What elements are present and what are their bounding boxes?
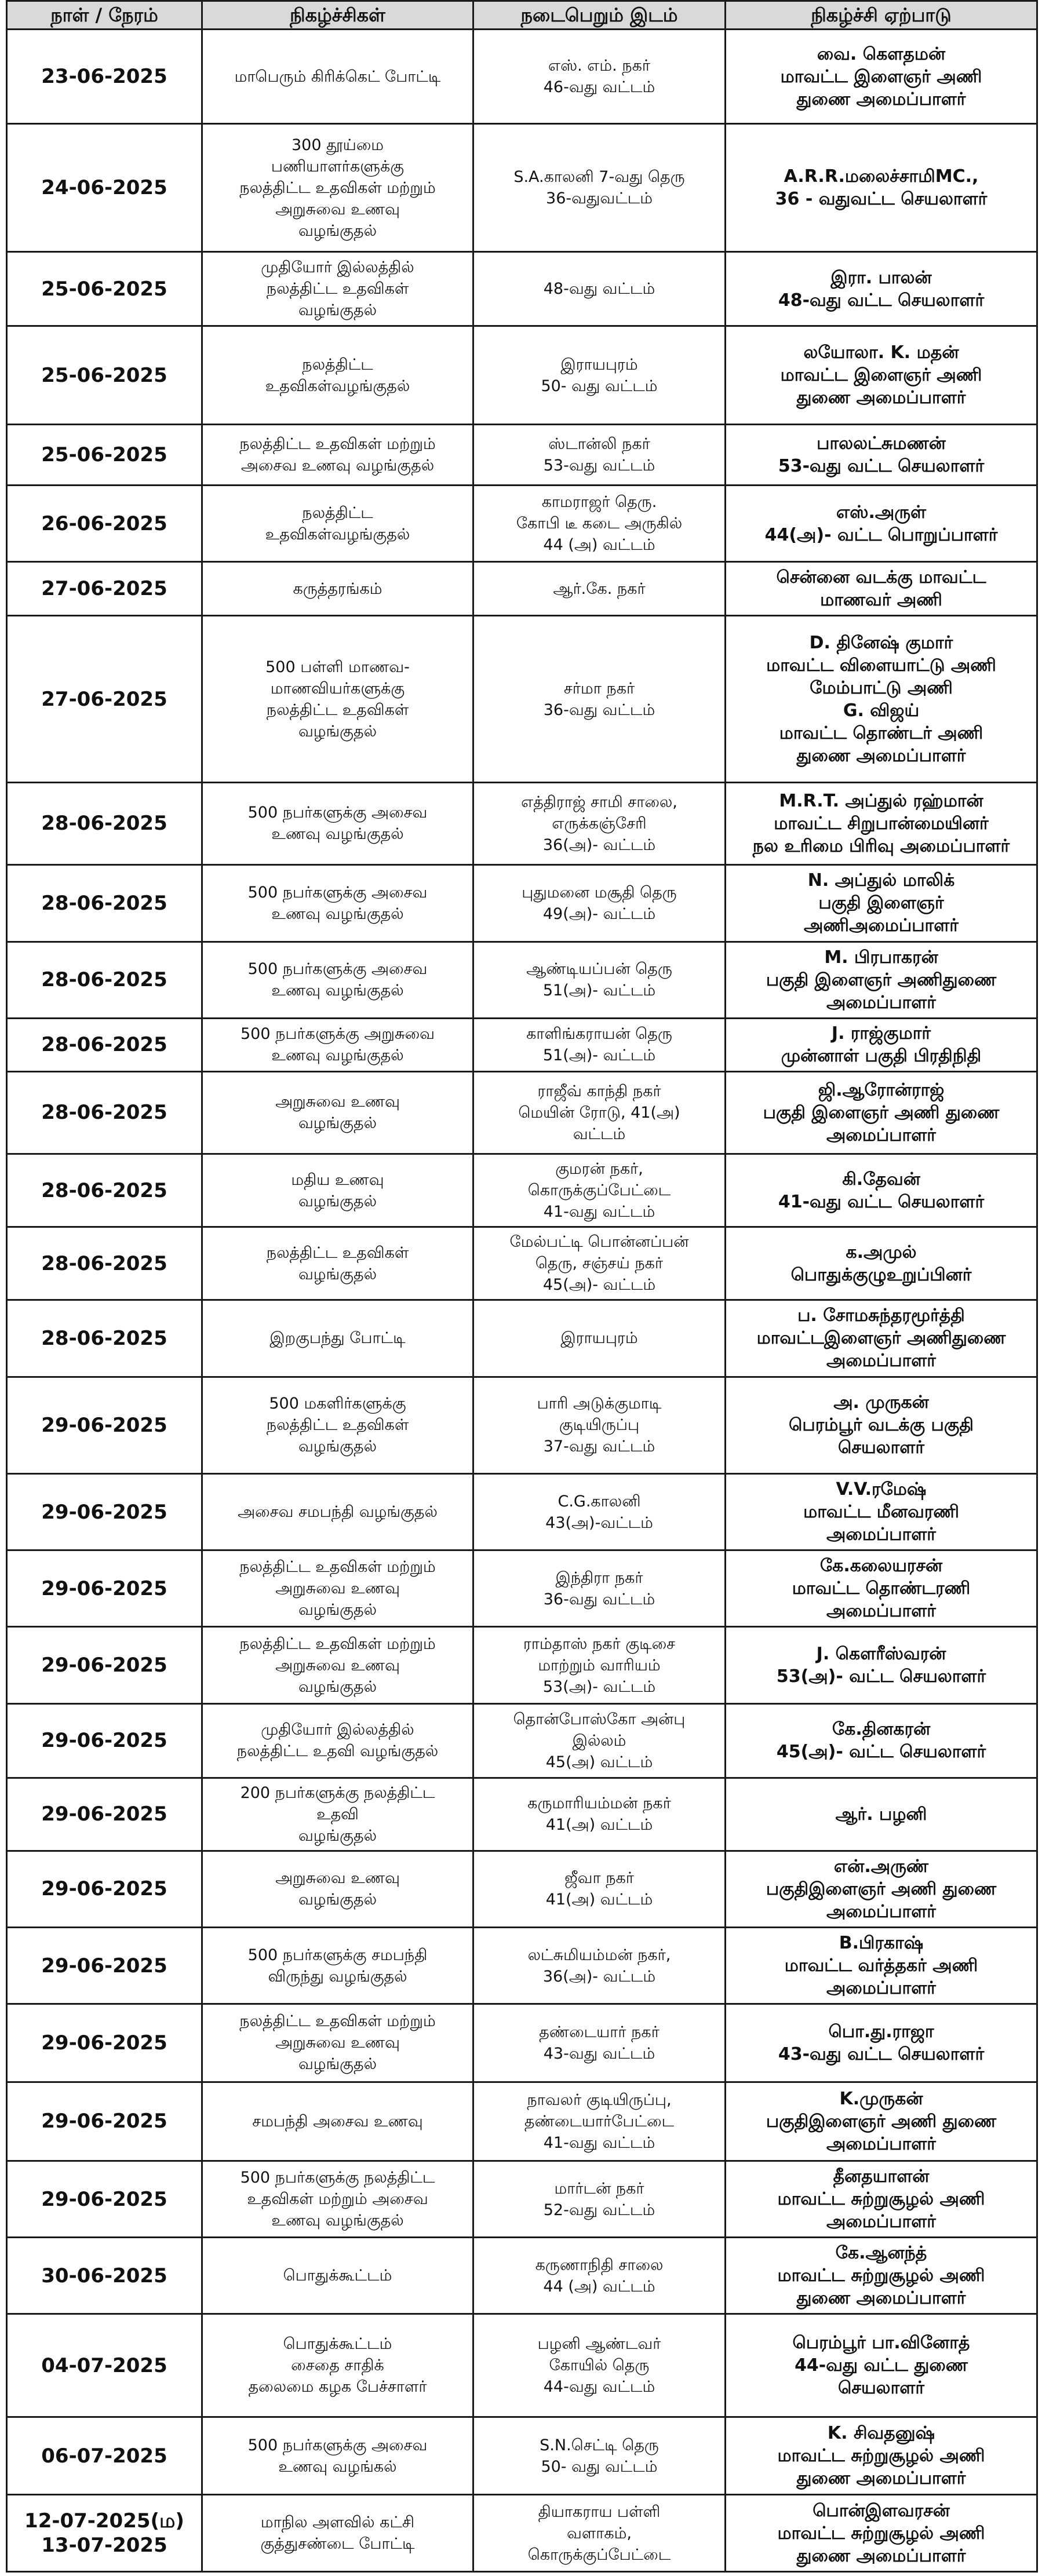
table-row [7,562,1037,616]
organizer-cell: தீனதயாளன் மாவட்ட சுற்றுசூழல் அணி அமைப்பாளர் [726,2161,1037,2237]
event-cell: 500 மகளிர்களுக்கு நலத்திட்ட உதவிகள் வழங்குதல் [202,1377,473,1473]
venue-cell: தியாகராய பள்ளி வளாகம், கொருக்குப்பேட்டை [473,2495,726,2572]
date-cell: 28-06-2025 [7,1227,202,1300]
venue-cell: கருமாரியம்மன் நகர் 41(அ) வட்டம் [473,1778,726,1851]
venue-cell: மேல்பட்டி பொன்னப்பன் தெரு, சஞ்சய் நகர் 45(அ)- வட்டம் [473,1227,726,1300]
header-venue: நடைபெறும் இடம் [473,1,726,30]
table-row [7,2314,1037,2417]
table-row [7,1550,1037,1627]
event-cell: நலத்திட்ட உதவிகள் மற்றும் அசைவ உணவு வழங்குதல் [202,424,473,485]
table-row [7,1778,1037,1851]
date-cell: 25-06-2025 [7,252,202,326]
venue-cell: தண்டையார் நகர் 43-வது வட்டம் [473,2004,726,2082]
venue-cell: ஆர்.கே. நகர் [473,562,726,616]
event-cell: 500 நபர்களுக்கு சமபந்தி விருந்து வழங்குதல் [202,1928,473,2004]
event-cell: நலத்திட்ட உதவிகள் வழங்குதல் [202,1227,473,1300]
venue-cell: இந்திரா நகர் 36-வது வட்டம் [473,1550,726,1627]
organizer-cell: ப. சோமசுந்தரமூர்த்தி மாவட்டஇளைஞர் அணிதுணை அமைப்பாளர் [726,1300,1037,1377]
venue-cell: இராயபுரம் 50- வது வட்டம் [473,326,726,424]
date-cell: 29-06-2025 [7,1928,202,2004]
venue-cell: ராஜீவ் காந்தி நகர் மெயின் ரோடு, 41(அ) வட்டம் [473,1071,726,1154]
organizer-cell: M.R.T. அப்துல் ரஹ்மான் மாவட்ட சிறுபான்மையினர் நல உரிமை பிரிவு அமைப்பாளர் [726,782,1037,865]
table-row [7,2004,1037,2082]
date-cell: 28-06-2025 [7,1071,202,1154]
table-row [7,942,1037,1018]
organizer-cell: M. பிரபாகரன் பகுதி இளைஞர் அணிதுணை அமைப்பாளர் [726,942,1037,1018]
event-cell: நலத்திட்ட உதவிகள் மற்றும் அறுசுவை உணவு வழங்குதல் [202,1550,473,1627]
event-cell: 500 நபர்களுக்கு அசைவ உணவு வழங்குதல் [202,865,473,942]
event-schedule-table [6,0,1038,2573]
date-cell: 30-06-2025 [7,2238,202,2314]
event-cell: அறுசுவை உணவு வழங்குதல் [202,1071,473,1154]
date-cell: 28-06-2025 [7,1018,202,1071]
venue-cell: கருணாநிதி சாலை 44 (அ) வட்டம் [473,2238,726,2314]
organizer-cell: V.V.ரமேஷ் மாவட்ட மீனவரணி அமைப்பாளர் [726,1473,1037,1550]
venue-cell: எஸ். எம். நகர் 46-வது வட்டம் [473,30,726,124]
organizer-cell: N. அப்துல் மாலிக் பகுதி இளைஞர் அணிஅமைப்பாளர் [726,865,1037,942]
venue-cell: S.N.செட்டி தெரு 50- வது வட்டம் [473,2417,726,2495]
organizer-cell: இரா. பாலன் 48-வது வட்ட செயலாளர் [726,252,1037,326]
venue-cell: லட்சுமியம்மன் நகர், 36(அ)- வட்டம் [473,1928,726,2004]
event-cell: நலத்திட்ட உதவிகள் மற்றும் அறுசுவை உணவு வழங்குதல் [202,2004,473,2082]
organizer-cell: பெரம்பூர் பா.வினோத் 44-வது வட்ட துணை செயலாளர் [726,2314,1037,2417]
date-cell: 29-06-2025 [7,1627,202,1703]
date-cell: 06-07-2025 [7,2417,202,2495]
venue-cell: ஜீவா நகர் 41(அ) வட்டம் [473,1851,726,1927]
date-cell: 04-07-2025 [7,2314,202,2417]
date-cell: 28-06-2025 [7,942,202,1018]
organizer-cell: என்.அருண் பகுதிஇளைஞர் அணி துணை அமைப்பாளர் [726,1851,1037,1927]
event-cell: 500 நபர்களுக்கு நலத்திட்ட உதவிகள் மற்றும் அசைவ உணவு வழங்குதல் [202,2161,473,2237]
event-cell: நலத்திட்ட உதவிகள் மற்றும் அறுசுவை உணவு வழங்குதல் [202,1627,473,1703]
organizer-cell: J. கௌரீஸ்வரன் 53(அ)- வட்ட செயலாளர் [726,1627,1037,1703]
organizer-cell: D. தினேஷ் குமார் மாவட்ட விளையாட்டு அணி மேம்பாட்டு அணி G. விஜய் மாவட்ட தொண்டர் அணி துணை அமைப்பாளர் [726,616,1037,782]
venue-cell: ராம்தாஸ் நகர் குடிசை மாற்றும் வாரியம் 53(அ)- வட்டம் [473,1627,726,1703]
organizer-cell: கே.தினகரன் 45(அ)- வட்ட செயலாளர் [726,1703,1037,1778]
organizer-cell: ஜி.ஆரோன்ராஜ் பகுதி இளைஞர் அணி துணை அமைப்பாளர் [726,1071,1037,1154]
event-cell: பொதுக்கூட்டம் [202,2238,473,2314]
event-cell: மதிய உணவு வழங்குதல் [202,1154,473,1227]
date-cell: 28-06-2025 [7,1300,202,1377]
table-row [7,1154,1037,1227]
date-cell: 28-06-2025 [7,865,202,942]
date-cell: 29-06-2025 [7,2082,202,2161]
event-cell: 500 நபர்களுக்கு அசைவ உணவு வழங்கல் [202,2417,473,2495]
venue-cell: இராயபுரம் [473,1300,726,1377]
date-cell: 29-06-2025 [7,2004,202,2082]
organizer-cell: க.அமுல் பொதுக்குழுஉறுப்பினர் [726,1227,1037,1300]
date-cell: 24-06-2025 [7,124,202,252]
date-cell: 26-06-2025 [7,486,202,562]
date-cell: 29-06-2025 [7,1851,202,1927]
venue-cell: புதுமனை மசூதி தெரு 49(அ)- வட்டம் [473,865,726,942]
event-cell: 500 நபர்களுக்கு அசைவ உணவு வழங்குதல் [202,782,473,865]
table-row [7,2161,1037,2237]
venue-cell: ஆண்டியப்பன் தெரு 51(அ)- வட்டம் [473,942,726,1018]
table-row [7,616,1037,782]
venue-cell: காளிங்கராயன் தெரு 51(அ)- வட்டம் [473,1018,726,1071]
venue-cell: சர்மா நகர் 36-வது வட்டம் [473,616,726,782]
date-cell: 12-07-2025(ம) 13-07-2025 [7,2495,202,2572]
venue-cell: மார்டன் நகர் 52-வது வட்டம் [473,2161,726,2237]
event-cell: மாநில அளவில் கட்சி குத்துசண்டை போட்டி [202,2495,473,2572]
organizer-cell: பொன்இளவரசன் மாவட்ட சுற்றுசூழல் அணி துணை அமைப்பாளர் [726,2495,1037,2572]
table-row [7,865,1037,942]
date-cell: 27-06-2025 [7,562,202,616]
event-cell: நலத்திட்ட உதவிகள்வழங்குதல் [202,326,473,424]
organizer-cell: A.R.R.மலைச்சாமிMC., 36 - வதுவட்ட செயலாளர் [726,124,1037,252]
date-cell: 27-06-2025 [7,616,202,782]
table-row [7,1018,1037,1071]
organizer-cell: கே.ஆனந்த் மாவட்ட சுற்றுசூழல் அணி துணை அமைப்பாளர் [726,2238,1037,2314]
venue-cell: C.G.காலனி 43(அ)-வட்டம் [473,1473,726,1550]
organizer-cell: K.முருகன் பகுதிஇளைஞர் அணி துணை அமைப்பாளர் [726,2082,1037,2161]
organizer-cell: பாலலட்சுமணன் 53-வது வட்ட செயலாளர் [726,424,1037,485]
venue-cell: பழனி ஆண்டவர் கோயில் தெரு 44-வது வட்டம் [473,2314,726,2417]
event-cell: அறுசுவை உணவு வழங்குதல் [202,1851,473,1927]
event-cell: 500 நபர்களுக்கு அறுசுவை உணவு வழங்குதல் [202,1018,473,1071]
organizer-cell: K. சிவதனுஷ் மாவட்ட சுற்றுசூழல் அணி துணை அமைப்பாளர் [726,2417,1037,2495]
header-event: நிகழ்ச்சிகள் [202,1,473,30]
event-cell: முதியோர் இல்லத்தில் நலத்திட்ட உதவி வழங்குதல் [202,1703,473,1778]
table-row [7,326,1037,424]
date-cell: 29-06-2025 [7,1473,202,1550]
event-cell: பொதுக்கூட்டம் சைதை சாதிக் தலைமை கழக பேச்சாளர் [202,2314,473,2417]
organizer-cell: ஆர். பழனி [726,1778,1037,1851]
table-row [7,1627,1037,1703]
date-cell: 29-06-2025 [7,1550,202,1627]
table-header [7,1,1037,30]
table-row [7,486,1037,562]
organizer-cell: கி.தேவன் 41-வது வட்ட செயலாளர் [726,1154,1037,1227]
venue-cell: பாரி அடுக்குமாடி குடியிருப்பு 37-வது வட்டம் [473,1377,726,1473]
event-cell: முதியோர் இல்லத்தில் நலத்திட்ட உதவிகள் வழங்குதல் [202,252,473,326]
organizer-cell: எஸ்.அருள் 44(அ)- வட்ட பொறுப்பாளர் [726,486,1037,562]
organizer-cell: சென்னை வடக்கு மாவட்ட மாணவர் அணி [726,562,1037,616]
table-row [7,1851,1037,1927]
table-row [7,2238,1037,2314]
table-row [7,124,1037,252]
event-cell: 500 பள்ளி மாணவ- மாணவியர்களுக்கு நலத்திட்ட உதவிகள் வழங்குதல் [202,616,473,782]
header-date: நாள் / நேரம் [7,1,202,30]
venue-cell: தொன்போஸ்கோ அன்பு இல்லம் 45(அ) வட்டம் [473,1703,726,1778]
date-cell: 25-06-2025 [7,424,202,485]
event-cell: 500 நபர்களுக்கு அசைவ உணவு வழங்குதல் [202,942,473,1018]
venue-cell: 48-வது வட்டம் [473,252,726,326]
table-row [7,1227,1037,1300]
organizer-cell: அ. முருகன் பெரம்பூர் வடக்கு பகுதி செயலாளர் [726,1377,1037,1473]
date-cell: 28-06-2025 [7,782,202,865]
organizer-cell: B.பிரகாஷ் மாவட்ட வர்த்தகர் அணி அமைப்பாளர் [726,1928,1037,2004]
date-cell: 23-06-2025 [7,30,202,124]
event-cell: அசைவ சமபந்தி வழங்குதல் [202,1473,473,1550]
table-row [7,1703,1037,1778]
event-cell: 300 தூய்மை பணியாளர்களுக்கு நலத்திட்ட உதவிகள் மற்றும் அறுசுவை உணவு வழங்குதல் [202,124,473,252]
venue-cell: குமரன் நகர், கொருக்குப்பேட்டை 41-வது வட்டம் [473,1154,726,1227]
date-cell: 25-06-2025 [7,326,202,424]
header-organizer: நிகழ்ச்சி ஏற்பாடு [726,1,1037,30]
organizer-cell: லயோலா. K. மதன் மாவட்ட இளைஞர் அணி துணை அமைப்பாளர் [726,326,1037,424]
venue-cell: நாவலர் குடியிருப்பு, தண்டையார்பேட்டை 41-வது வட்டம் [473,2082,726,2161]
event-cell: மாபெரும் கிரிக்கெட் போட்டி [202,30,473,124]
date-cell: 29-06-2025 [7,1778,202,1851]
table-row [7,782,1037,865]
table-row [7,1071,1037,1154]
schedule-page [6,0,1036,2573]
table-row [7,424,1037,485]
table-row [7,1300,1037,1377]
event-cell: 200 நபர்களுக்கு நலத்திட்ட உதவி வழங்குதல் [202,1778,473,1851]
organizer-cell: J. ராஜ்குமார் முன்னாள் பகுதி பிரதிநிதி [726,1018,1037,1071]
venue-cell: S.A.காலனி 7-வது தெரு 36-வதுவட்டம் [473,124,726,252]
organizer-cell: வை. கௌதமன் மாவட்ட இளைஞர் அணி துணை அமைப்பாளர் [726,30,1037,124]
event-cell: இறகுபந்து போட்டி [202,1300,473,1377]
organizer-cell: கே.கலையரசன் மாவட்ட தொண்டரணி அமைப்பாளர் [726,1550,1037,1627]
table-row [7,2082,1037,2161]
table-row [7,2417,1037,2495]
date-cell: 28-06-2025 [7,1154,202,1227]
event-cell: நலத்திட்ட உதவிகள்வழங்குதல் [202,486,473,562]
date-cell: 29-06-2025 [7,2161,202,2237]
table-row [7,2495,1037,2572]
date-cell: 29-06-2025 [7,1377,202,1473]
table-row [7,1473,1037,1550]
table-row [7,1928,1037,2004]
venue-cell: காமராஜர் தெரு. கோபி டீ கடை அருகில் 44 (அ) வட்டம் [473,486,726,562]
venue-cell: ஸ்டான்லி நகர் 53-வது வட்டம் [473,424,726,485]
table-row [7,1377,1037,1473]
table-row [7,252,1037,326]
venue-cell: எத்திராஜ் சாமி சாலை, எருக்கஞ்சேரி 36(அ)- வட்டம் [473,782,726,865]
date-cell: 29-06-2025 [7,1703,202,1778]
event-cell: கருத்தரங்கம் [202,562,473,616]
event-cell: சமபந்தி அசைவ உணவு [202,2082,473,2161]
table-body [7,30,1037,2572]
table-row [7,30,1037,124]
header-row [7,1,1037,30]
organizer-cell: பொ.து.ராஜா 43-வது வட்ட செயலாளர் [726,2004,1037,2082]
